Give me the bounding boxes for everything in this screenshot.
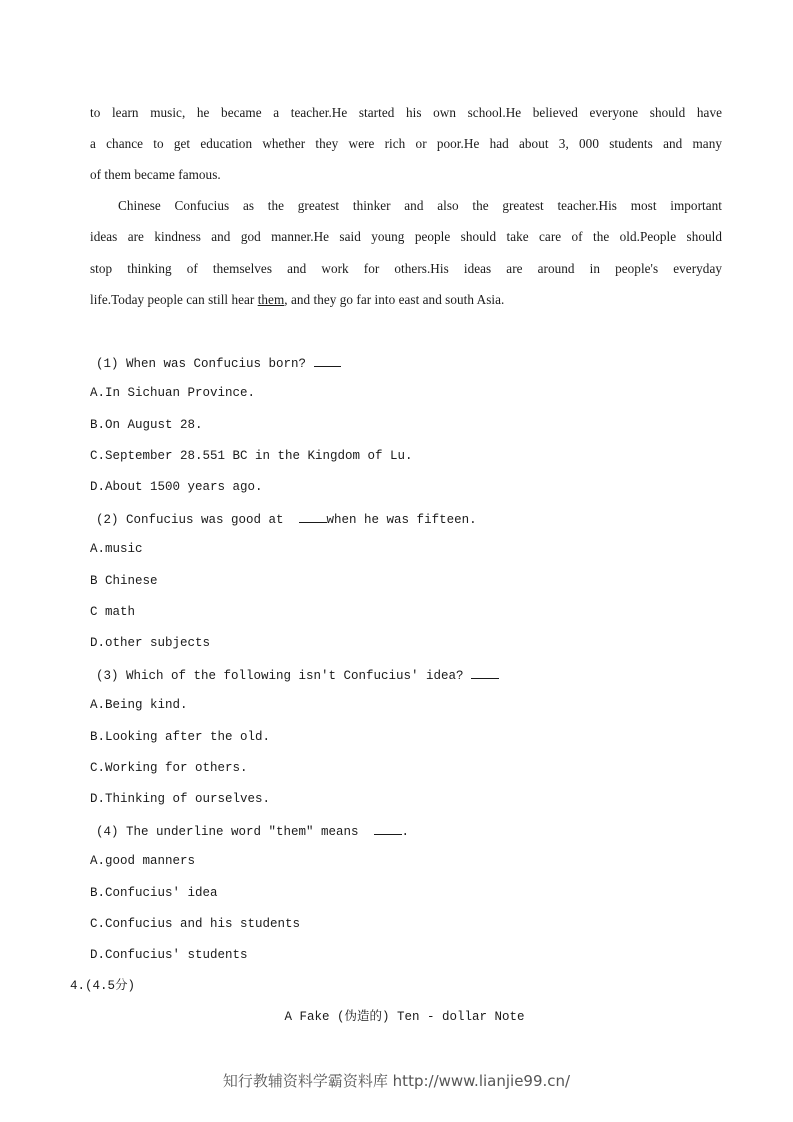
question-4-option-a: A.good manners [90,854,196,868]
question-4-prompt [96,822,409,840]
question-1-option-c: C.September 28.551 BC in the Kingdom of Lu. [90,449,413,463]
underlined-word: them [257,292,285,307]
question-2-option-d: D.other subjects [90,636,211,650]
question-4-option-c: C.Confucius and his students [90,917,301,931]
question-2-prompt [96,510,477,528]
question-text: (3) Which of the following isn't Confucius' idea? [96,669,472,683]
footer-watermark: 知行教辅资料学霸资料库 http://www.lianjie99.cn/ [222,1072,571,1090]
passage-text: life.Today people can still hear [90,292,258,307]
question-1-option-a: A.In Sichuan Province. [90,386,256,400]
question-1-option-d: D.About 1500 years ago. [90,480,263,494]
answer-blank[interactable] [299,510,327,523]
question-2-option-b: B Chinese [90,574,158,588]
answer-blank[interactable] [471,666,499,679]
passage-p1-line-2: a chance to get education whether they were rich or poor.He had about 3, 000 students and many [90,136,722,151]
passage-p1-line-3: of them became famous. [90,167,221,182]
question-2-option-a: A.music [90,542,143,556]
question-4-option-d: D.Confucius' students [90,948,248,962]
answer-blank[interactable] [314,354,341,367]
question-3-option-a: A.Being kind. [90,698,188,712]
passage-text: , and they go far into east and south Asia. [284,292,505,307]
section-4-number: 4.(4.5分) [70,979,136,993]
question-3-option-d: D.Thinking of ourselves. [90,792,271,806]
passage-p1-line-1: to learn music, he became a teacher.He started his own school.He believed everyone should have [90,105,722,120]
question-2-option-c: C math [90,605,136,619]
passage-p2-line-1: Chinese Confucius as the greatest thinker and also the greatest teacher.His most important [118,198,722,213]
question-3-option-b: B.Looking after the old. [90,730,271,744]
question-text: (2) Confucius was good at [96,513,299,527]
section-4-title: A Fake (伪造的) Ten - dollar Note [284,1010,525,1024]
question-text: . [401,825,410,839]
question-1-prompt [96,354,341,372]
question-1-option-b: B.On August 28. [90,418,203,432]
question-text: when he was fifteen. [326,513,477,527]
question-3-option-c: C.Working for others. [90,761,248,775]
answer-blank[interactable] [374,822,402,835]
question-4-option-b: B.Confucius' idea [90,886,218,900]
question-text: (1) When was Confucius born? [96,357,314,371]
passage-p2-line-2: ideas are kindness and god manner.He said young people should take care of the old.People should [90,229,722,244]
passage-p2-line-3: stop thinking of themselves and work for others.His ideas are around in people's everyday [90,261,722,276]
passage-p2-line-4 [90,292,504,308]
question-text: (4) The underline word "them" means [96,825,374,839]
question-3-prompt [96,666,499,684]
